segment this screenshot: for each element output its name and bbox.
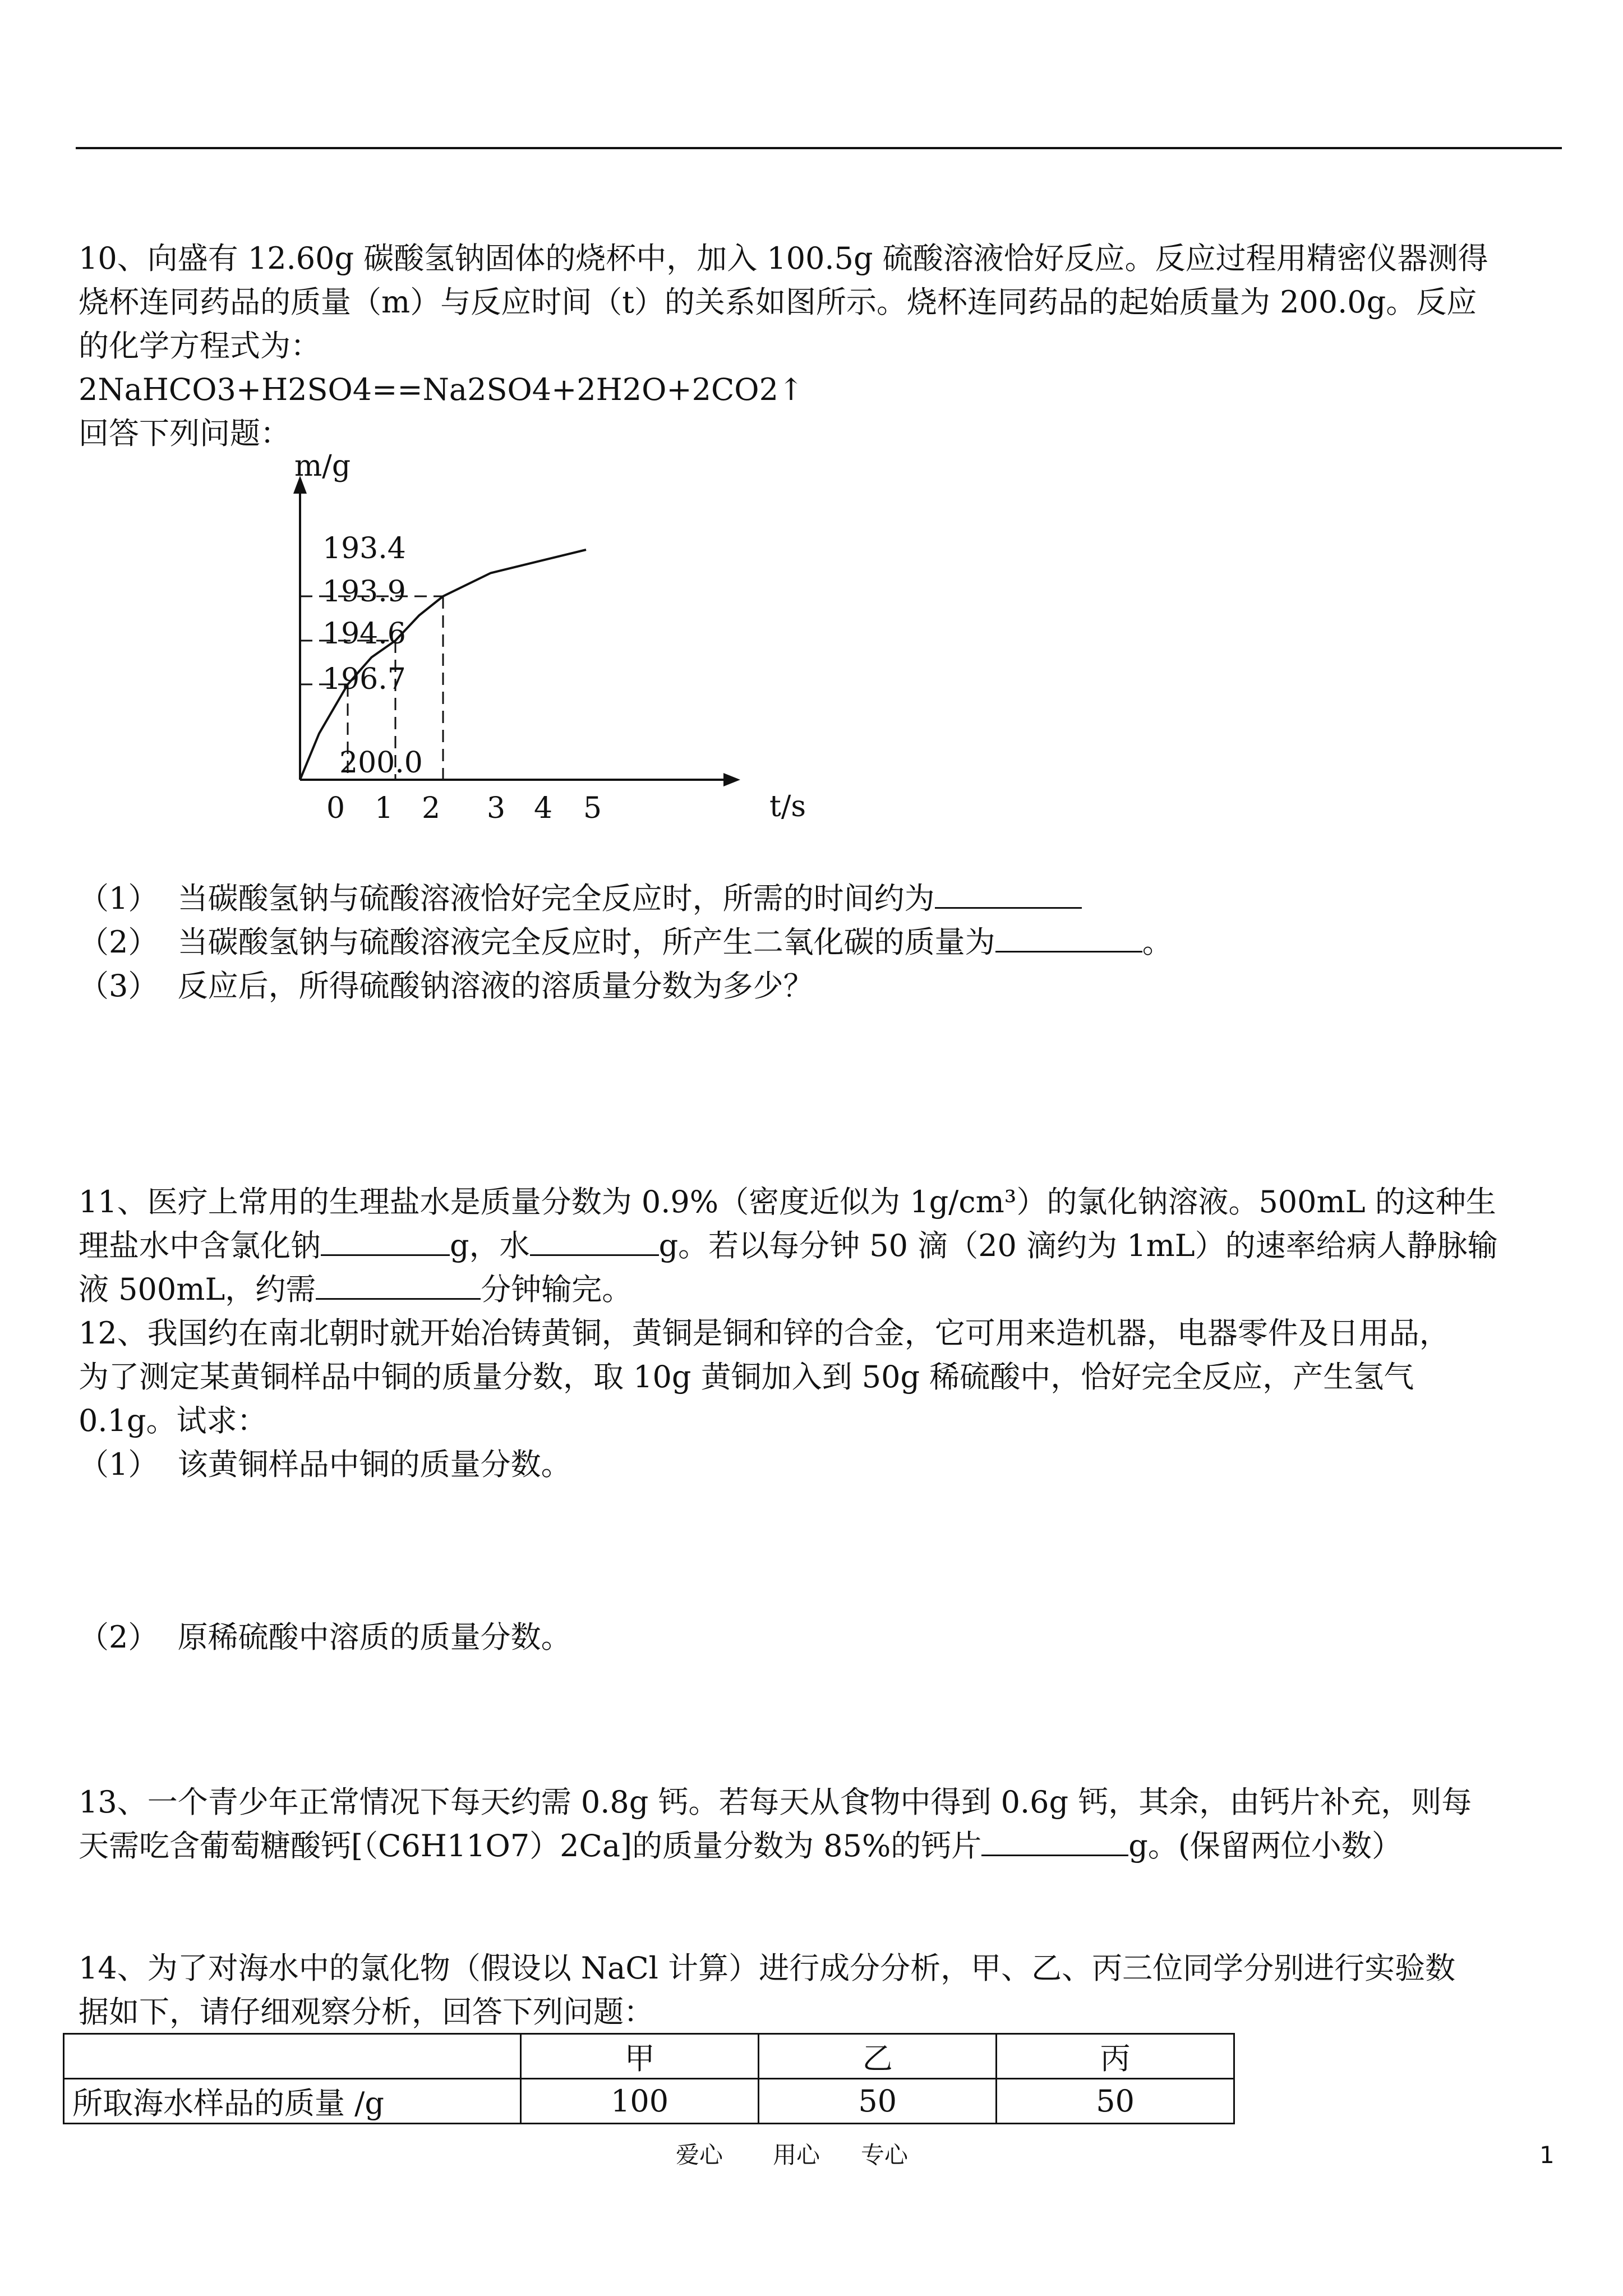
q11-line-3-a: 液 500mL，约需	[79, 1272, 316, 1307]
x-axis-label: t/s	[769, 790, 806, 823]
q10-line-3: 的化学方程式为：	[79, 328, 321, 364]
y-axis-label: m/g	[294, 449, 351, 483]
answer-blank[interactable]	[935, 877, 1082, 909]
q13-line-1: 13、一个青少年正常情况下每天约需 0.8g 钙。若每天从食物中得到 0.6g 钙，其余，由钙片补充，则每	[79, 1784, 1472, 1820]
y-tick-label: 200.0	[339, 746, 423, 780]
table-header-cell: 乙	[759, 2034, 997, 2079]
answer-blank[interactable]	[321, 1224, 450, 1256]
x-tick-label: 5	[583, 792, 602, 825]
q10-sub-3: （3） 反应后，所得硫酸钠溶液的溶质量分数为多少？	[79, 968, 814, 1004]
q12-line-1: 12、我国约在南北朝时就开始冶铸黄铜，黄铜是铜和锌的合金，它可用来造机器，电器零件及日用品，	[79, 1315, 1450, 1351]
q13-line-2	[79, 1824, 1559, 1868]
q11-line-1: 11、医疗上常用的生理盐水是质量分数为 0.9%（密度近似为 1g/cm³）的氯化钠溶液。500mL 的这种生	[79, 1184, 1496, 1220]
q12-line-2: 为了测定某黄铜样品中铜的质量分数，取 10g 黄铜加入到 50g 稀硫酸中，恰好完全反应，产生氢气	[79, 1359, 1414, 1395]
header-rule	[76, 147, 1562, 149]
q14-line-2: 据如下，请仔细观察分析，回答下列问题：	[79, 1994, 654, 2030]
q10-line-2: 烧杯连同药品的质量（m）与反应时间（t）的关系如图所示。烧杯连同药品的起始质量为 200.0g。反应	[79, 284, 1477, 320]
table-cell: 50	[759, 2079, 997, 2124]
q10-equation: 2NaHCO3+H2SO4==Na2SO4+2H2O+2CO2↑	[79, 372, 804, 407]
footer-text-left: 爱心	[676, 2141, 723, 2169]
q11-line-2-b: g，水	[450, 1228, 530, 1263]
q13-line-2-b: g。(保留两位小数）	[1128, 1828, 1402, 1864]
q14-line-1: 14、为了对海水中的氯化物（假设以 NaCl 计算）进行成分分析，甲、乙、丙三位同学分别进行实验数	[79, 1950, 1456, 1986]
answer-blank[interactable]	[316, 1268, 481, 1300]
q12-line-3: 0.1g。试求：	[79, 1403, 268, 1438]
answer-blank[interactable]	[530, 1224, 659, 1256]
table-header-cell	[64, 2034, 521, 2079]
x-tick-label: 1	[375, 792, 394, 825]
q11-line-3	[79, 1268, 1559, 1312]
q11-line-2-a: 理盐水中含氯化钠	[79, 1228, 321, 1263]
q10-sub-2	[79, 921, 1559, 964]
page-number: 1	[1539, 2141, 1555, 2169]
q10-sub-2-text: （2） 当碳酸氢钠与硫酸溶液完全反应时，所产生二氧化碳的质量为	[79, 924, 995, 960]
table-header-cell: 丙	[997, 2034, 1234, 2079]
table-header-cell: 甲	[520, 2034, 759, 2079]
x-tick-label: 4	[534, 792, 553, 825]
answer-blank[interactable]	[981, 1824, 1128, 1856]
table-header-row	[64, 2034, 1234, 2079]
x-tick-label: 3	[487, 792, 506, 825]
q11-line-3-b: 分钟输完。	[481, 1272, 633, 1307]
q10-sub-2-end: 。	[1142, 924, 1173, 960]
table-cell: 100	[520, 2079, 759, 2124]
q14-data-table	[63, 2033, 1235, 2124]
y-tick-label: 193.4	[322, 532, 406, 565]
q12-sub-1: （1） 该黄铜样品中铜的质量分数。	[79, 1447, 571, 1482]
y-tick-label: 194.6	[322, 617, 406, 651]
footer-text-right: 专心	[861, 2141, 909, 2169]
x-tick-label: 0	[326, 792, 345, 825]
q13-line-2-a: 天需吃含葡萄糖酸钙[（C6H11O7）2Ca]的质量分数为 85%的钙片	[79, 1828, 982, 1864]
table-row	[64, 2079, 1234, 2124]
q10-line-1: 10、向盛有 12.60g 碳酸氢钠固体的烧杯中，加入 100.5g 硫酸溶液恰好反应。反应过程用精密仪器测得	[79, 241, 1488, 276]
footer-text-middle: 用心	[773, 2141, 820, 2169]
x-tick-label: 2	[422, 792, 441, 825]
y-tick-label: 196.7	[322, 662, 406, 696]
q10-sub-1-text: （1） 当碳酸氢钠与硫酸溶液恰好完全反应时，所需的时间约为	[79, 881, 935, 916]
table-cell: 50	[997, 2079, 1234, 2124]
q12-sub-2: （2） 原稀硫酸中溶质的质量分数。	[79, 1619, 571, 1655]
q10-sub-1	[79, 877, 1559, 921]
answer-blank[interactable]	[995, 921, 1142, 953]
q10-line-5: 回答下列问题：	[79, 416, 291, 451]
mass-time-chart-svg	[247, 443, 864, 836]
table-row-label: 所取海水样品的质量 /g	[64, 2079, 521, 2124]
y-tick-label: 193.9	[322, 575, 406, 609]
mass-time-chart	[247, 443, 864, 836]
x-axis-arrow-icon	[723, 773, 740, 786]
q11-line-2	[79, 1224, 1559, 1268]
q11-line-2-c: g。若以每分钟 50 滴（20 滴约为 1mL）的速率给病人静脉输	[658, 1228, 1498, 1263]
